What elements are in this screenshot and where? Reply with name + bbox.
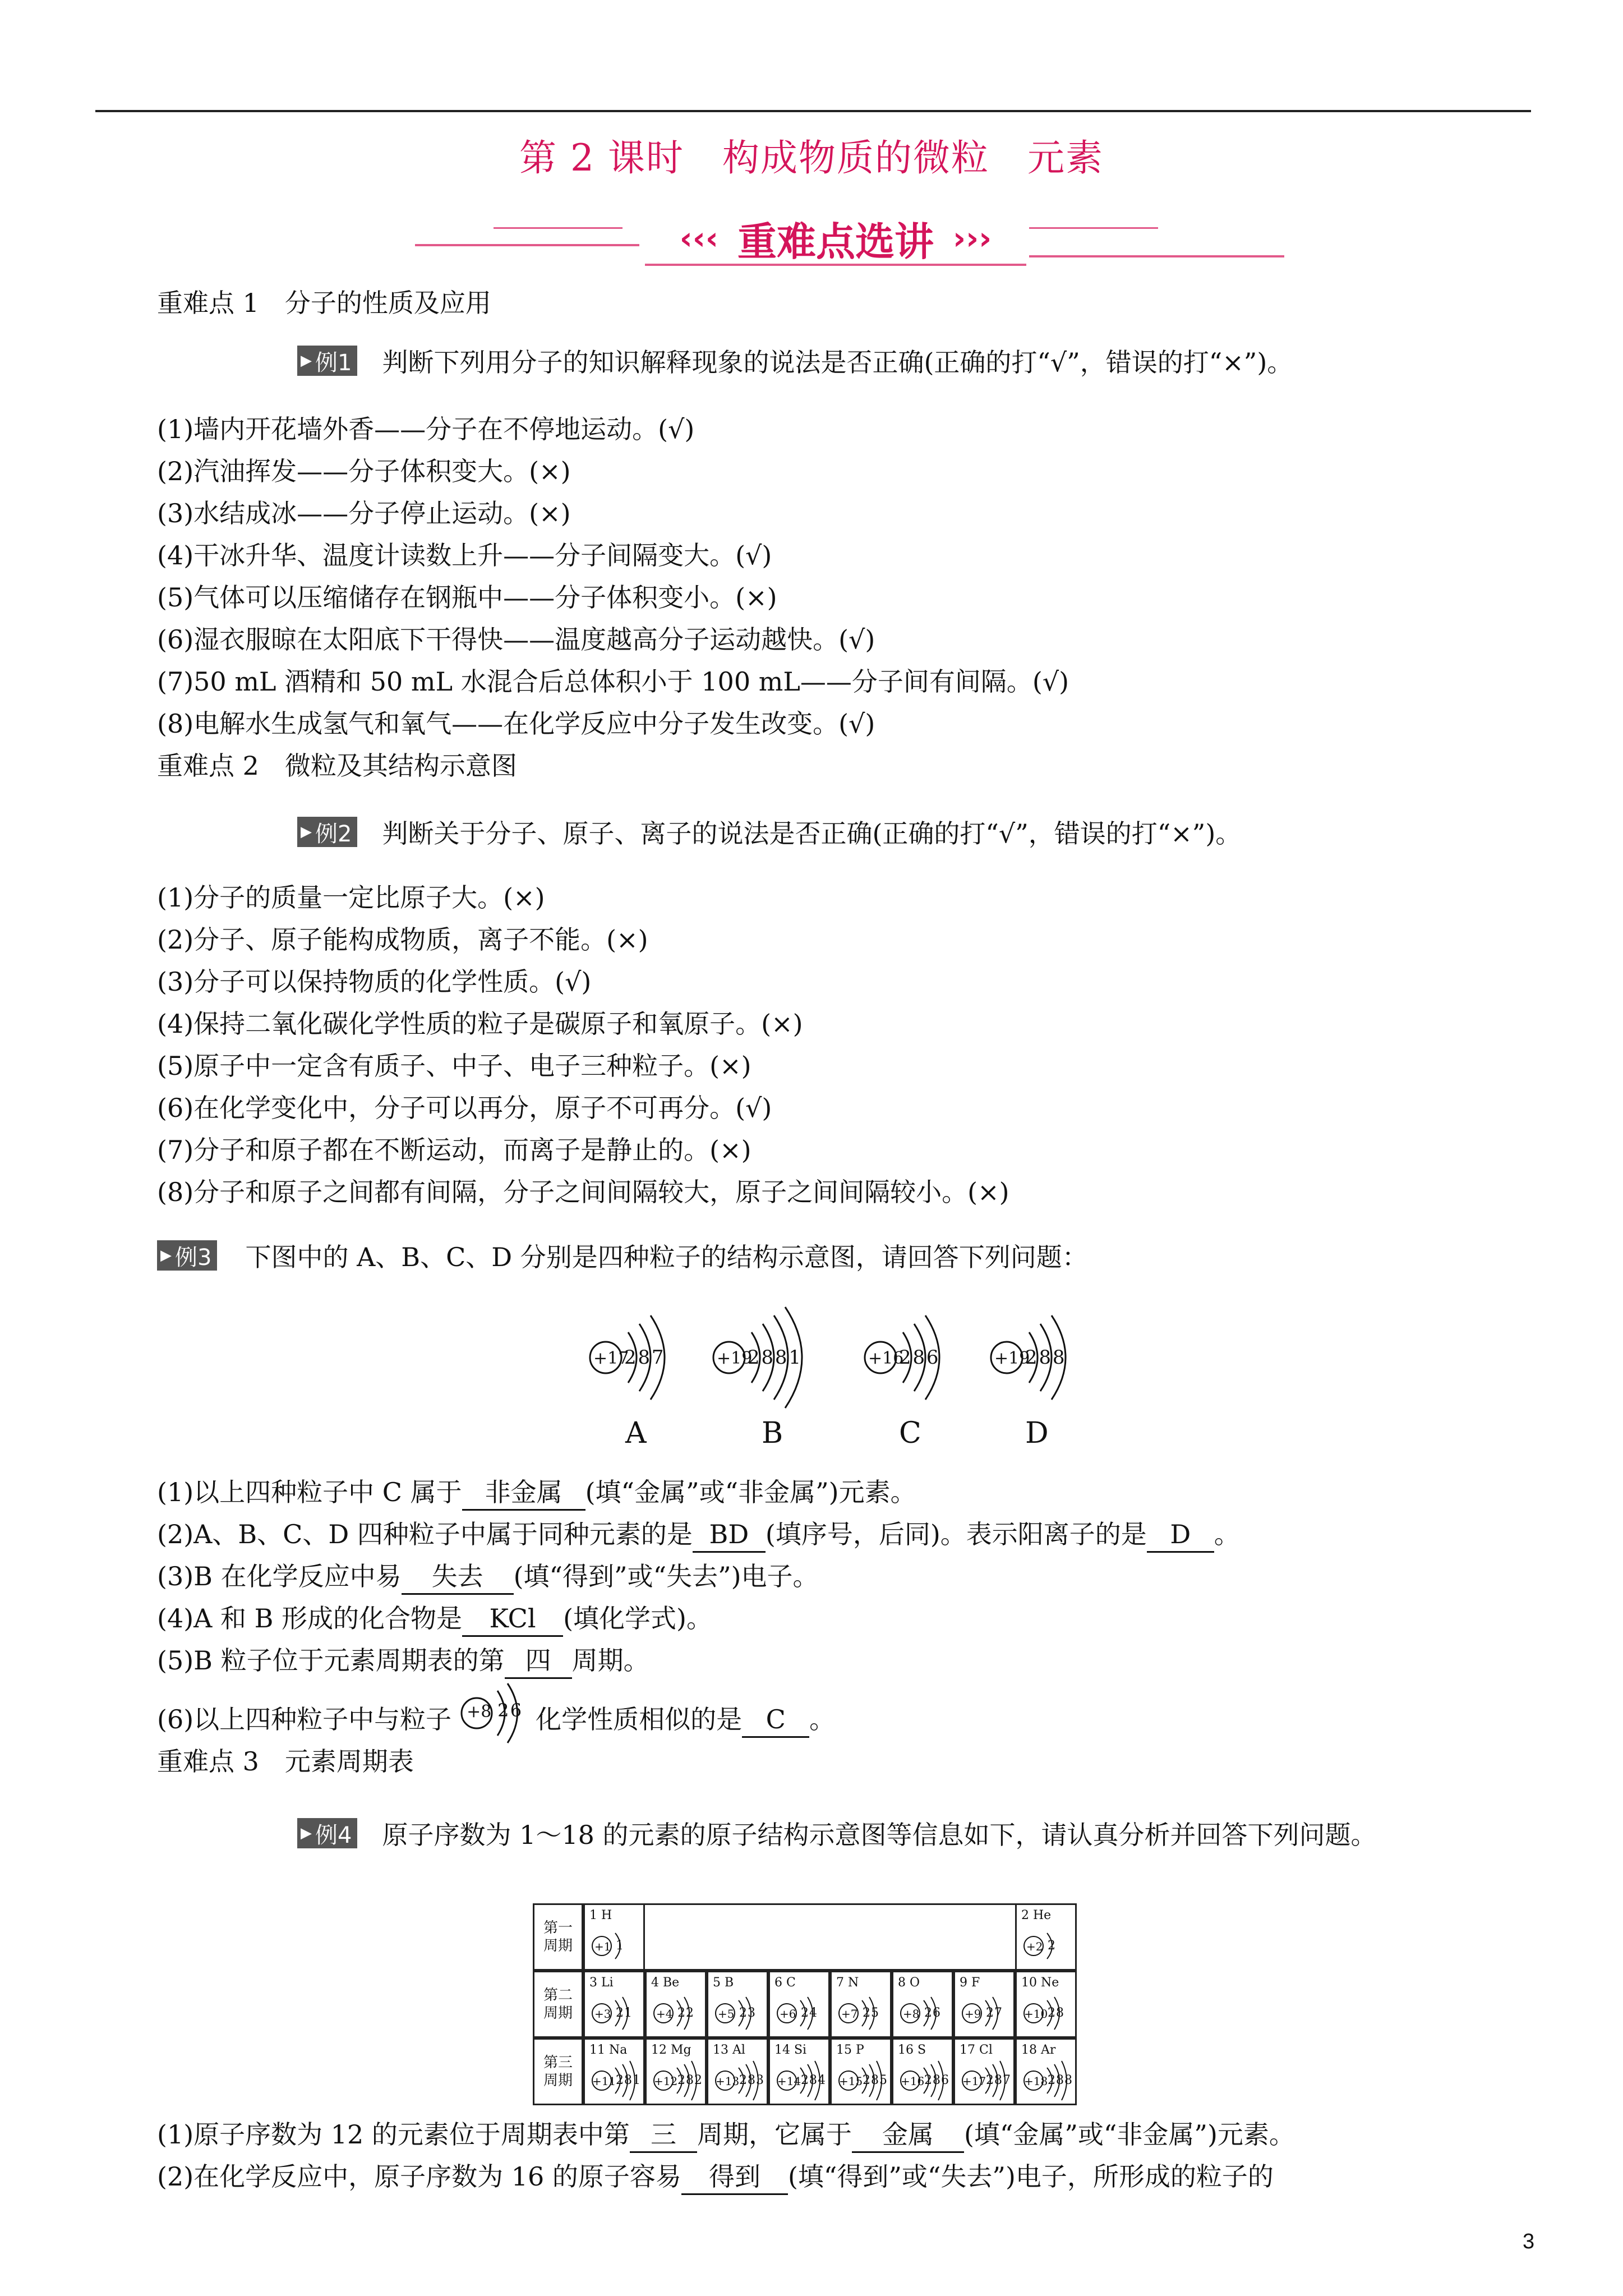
atom-b-nucleus: +19 bbox=[717, 1349, 753, 1368]
answer-blank: BD bbox=[693, 1517, 766, 1553]
atom-c-shells-text: 2 8 6 bbox=[899, 1346, 937, 1369]
ex4-question-2: (2)在化学反应中，原子序数为 16 的原子容易 得到 (填“得到”或“失去”)电子，所形成的粒子的 bbox=[157, 2160, 1274, 2195]
period-label-1: 第一周期 bbox=[533, 1903, 583, 1971]
page-number: 3 bbox=[1523, 2230, 1535, 2253]
element-nucleus: +4 bbox=[656, 2007, 673, 2021]
answer-blank: C bbox=[742, 1703, 809, 1738]
element-symbol: 9 F bbox=[960, 1976, 980, 1990]
element-shell-diagram bbox=[1017, 1921, 1076, 1971]
element-nucleus: +16 bbox=[901, 2074, 925, 2088]
element-symbol: 3 Li bbox=[589, 1976, 614, 1990]
element-nucleus: +15 bbox=[839, 2074, 863, 2088]
element-shell-counts: 27 bbox=[986, 2006, 1003, 2020]
example-3-badge: ▶ 例3 bbox=[157, 1240, 217, 1271]
example-4-badge: ▶ 例4 bbox=[297, 1818, 357, 1848]
element-nucleus: +17 bbox=[962, 2074, 986, 2088]
element-cell bbox=[707, 1971, 768, 2038]
element-symbol: 10 Ne bbox=[1021, 1976, 1059, 1990]
element-shell-counts: 284 bbox=[801, 2073, 826, 2087]
list-item: (3)分子可以保持物质的化学性质。(√) bbox=[157, 967, 592, 997]
element-symbol: 15 P bbox=[836, 2043, 864, 2057]
atom-label-a: A bbox=[625, 1416, 647, 1450]
element-cell bbox=[830, 2038, 892, 2105]
answer-blank: 金属 bbox=[852, 2118, 964, 2153]
example-2-prompt: 判断关于分子、原子、离子的说法是否正确(正确的打“√”，错误的打“×”)。 bbox=[382, 818, 1242, 849]
element-cell bbox=[1015, 1903, 1077, 1971]
section-heading-2: 重难点 2 微粒及其结构示意图 bbox=[157, 751, 517, 781]
banner-label: 重难点选讲 bbox=[737, 218, 934, 265]
element-shell-counts: 283 bbox=[739, 2073, 764, 2087]
element-nucleus: +13 bbox=[716, 2074, 740, 2088]
element-nucleus: +7 bbox=[841, 2007, 858, 2021]
element-shell-counts: 22 bbox=[677, 2006, 694, 2020]
element-nucleus: +6 bbox=[780, 2007, 796, 2021]
element-cell bbox=[1015, 2038, 1077, 2105]
element-symbol: 1 H bbox=[589, 1908, 612, 1922]
list-item: (5)气体可以压缩储存在钢瓶中——分子体积变小。(×) bbox=[157, 582, 777, 613]
element-cell bbox=[768, 1971, 830, 2038]
answer-blank: 四 bbox=[505, 1644, 572, 1679]
list-item: (4)干冰升华、温度计读数上升——分子间隔变大。(√) bbox=[157, 540, 772, 570]
element-symbol: 11 Na bbox=[589, 2043, 628, 2057]
lesson-title: 第 2 课时 构成物质的微粒 元素 bbox=[519, 136, 1104, 180]
top-rule bbox=[95, 110, 1531, 112]
ex3-question-5: (5)B 粒子位于元素周期表的第 四 周期。 bbox=[157, 1644, 649, 1679]
ex3-question-4: (4)A 和 B 形成的化合物是 KCl (填化学式)。 bbox=[157, 1602, 712, 1637]
example-3-prompt: 下图中的 A、B、C、D 分别是四种粒子的结构示意图，请回答下列问题： bbox=[245, 1242, 1088, 1272]
element-cell bbox=[645, 1971, 707, 2038]
atom-label-c: C bbox=[899, 1416, 921, 1450]
period-label-3: 第三周期 bbox=[533, 2038, 583, 2105]
answer-blank: 非金属 bbox=[462, 1475, 585, 1511]
element-cell bbox=[953, 2038, 1015, 2105]
example-1-badge: ▶ 例1 bbox=[297, 346, 357, 376]
atom-a-nucleus: +17 bbox=[593, 1349, 629, 1368]
atom-diagram-a bbox=[572, 1301, 684, 1414]
list-item: (8)分子和原子之间都有间隔，分子之间间隔较大，原子之间间隔较小。(×) bbox=[157, 1177, 1009, 1207]
oxygen-atom-diagram bbox=[451, 1700, 536, 1738]
element-symbol: 5 B bbox=[713, 1976, 734, 1990]
element-shell-counts: 25 bbox=[863, 2006, 879, 2020]
element-shell-counts: 24 bbox=[801, 2006, 818, 2020]
element-symbol: 12 Mg bbox=[651, 2043, 691, 2057]
example-1-header bbox=[297, 342, 1293, 379]
list-item: (4)保持二氧化碳化学性质的粒子是碳原子和氧原子。(×) bbox=[157, 1009, 803, 1039]
banner-box bbox=[645, 213, 1026, 266]
example-4-header bbox=[297, 1815, 1377, 1852]
element-shell-counts: 288 bbox=[1048, 2073, 1073, 2087]
answer-blank: KCl bbox=[462, 1602, 563, 1637]
play-triangle-icon: ▶ bbox=[160, 1247, 172, 1264]
element-cell bbox=[583, 2038, 645, 2105]
element-symbol: 13 Al bbox=[713, 2043, 745, 2057]
element-nucleus: +1 bbox=[594, 1940, 611, 1953]
list-item: (6)在化学变化中，分子可以再分，原子不可再分。(√) bbox=[157, 1093, 772, 1123]
element-nucleus: +2 bbox=[1026, 1940, 1043, 1953]
element-shell-counts: 28 bbox=[1048, 2006, 1064, 2020]
answer-blank: D bbox=[1147, 1517, 1214, 1553]
list-item: (3)水结成冰——分子停止运动。(×) bbox=[157, 498, 571, 528]
element-nucleus: +8 bbox=[903, 2007, 920, 2021]
example-2-header bbox=[297, 813, 1241, 850]
element-symbol: 6 C bbox=[774, 1976, 796, 1990]
element-shell-diagram bbox=[770, 1988, 829, 2039]
element-cell bbox=[707, 2038, 768, 2105]
example-4-prompt: 原子序数为 1～18 的元素的原子结构示意图等信息如下，请认真分析并回答下列问题。 bbox=[382, 1820, 1377, 1850]
banner-rule-right bbox=[1029, 255, 1284, 257]
element-nucleus: +5 bbox=[718, 2007, 735, 2021]
atom-d-shells-text: 2 8 8 bbox=[1025, 1346, 1063, 1369]
period-1-gap bbox=[645, 1903, 1038, 1971]
element-shell-counts: 26 bbox=[924, 2006, 941, 2020]
element-shell-diagram bbox=[585, 1988, 644, 2039]
element-shell-diagram bbox=[893, 1988, 953, 2039]
list-item: (1)墙内开花墙外香——分子在不停地运动。(√) bbox=[157, 414, 695, 444]
list-item: (7)50 mL 酒精和 50 mL 水混合后总体积小于 100 mL——分子间有间隔。(√) bbox=[157, 666, 1069, 697]
element-nucleus: +12 bbox=[654, 2074, 678, 2088]
atom-diagram-d bbox=[973, 1301, 1085, 1414]
banner-arrows-left-icon: ‹‹‹ bbox=[679, 220, 718, 257]
element-cell bbox=[892, 1971, 953, 2038]
list-item: (7)分子和原子都在不断运动，而离子是静止的。(×) bbox=[157, 1135, 751, 1165]
banner-rule-left bbox=[415, 244, 639, 246]
list-item: (1)分子的质量一定比原子大。(×) bbox=[157, 882, 545, 913]
list-item: (5)原子中一定含有质子、中子、电子三种粒子。(×) bbox=[157, 1051, 751, 1081]
element-symbol: 17 Cl bbox=[960, 2043, 993, 2057]
atom-b-shells-text: 2 8 8 1 bbox=[748, 1346, 799, 1369]
element-shell-counts: 286 bbox=[924, 2073, 949, 2087]
element-symbol: 2 He bbox=[1021, 1908, 1052, 1922]
atom-a-shells-text: 2 8 7 bbox=[624, 1346, 662, 1369]
element-shell-counts: 281 bbox=[616, 2073, 641, 2087]
ex3-question-1: (1)以上四种粒子中 C 属于 非金属 (填“金属”或“非金属”)元素。 bbox=[157, 1475, 916, 1511]
banner-rule-right-inner bbox=[1029, 227, 1158, 229]
banner-rule-left-inner bbox=[494, 227, 623, 229]
element-shell-counts: 23 bbox=[739, 2006, 756, 2020]
element-shell-diagram bbox=[585, 1921, 644, 1971]
element-cell bbox=[768, 2038, 830, 2105]
example-2-badge: ▶ 例2 bbox=[297, 817, 357, 847]
ex4-question-1: (1)原子序数为 12 的元素位于周期表中第 三 周期，它属于 金属 (填“金属”或“非金属”)元素。 bbox=[157, 2118, 1295, 2153]
ex3-question-3: (3)B 在化学反应中易 失去 (填“得到”或“失去”)电子。 bbox=[157, 1559, 819, 1595]
element-cell bbox=[830, 1971, 892, 2038]
answer-blank: 失去 bbox=[402, 1559, 514, 1595]
atom-diagram-c bbox=[847, 1301, 959, 1414]
element-shell-counts: 1 bbox=[616, 1939, 624, 1953]
element-shell-diagram bbox=[708, 1988, 768, 2039]
element-cell bbox=[583, 1903, 645, 1971]
element-symbol: 18 Ar bbox=[1021, 2043, 1056, 2057]
element-nucleus: +9 bbox=[965, 2007, 981, 2021]
ex3-question-6: (6)以上四种粒子中与粒子 +8 2 6 化学性质相似的是 C 。 bbox=[157, 1703, 835, 1738]
atom-label-b: B bbox=[762, 1416, 783, 1450]
element-shell-counts: 287 bbox=[986, 2073, 1011, 2087]
element-cell bbox=[953, 1971, 1015, 2038]
atom-c-nucleus: +16 bbox=[868, 1349, 904, 1368]
element-nucleus: +18 bbox=[1024, 2074, 1048, 2088]
section-heading-3: 重难点 3 元素周期表 bbox=[157, 1746, 414, 1777]
answer-blank: 得到 bbox=[681, 2160, 788, 2195]
oxygen-shells bbox=[451, 1677, 536, 1750]
oxygen-shells-text: 2 6 bbox=[497, 1700, 520, 1721]
answer-blank: 三 bbox=[630, 2118, 697, 2153]
element-symbol: 7 N bbox=[836, 1976, 859, 1990]
oxygen-nucleus: +8 bbox=[467, 1702, 492, 1722]
atom-label-d: D bbox=[1025, 1416, 1049, 1450]
element-symbol: 16 S bbox=[898, 2043, 926, 2057]
banner-arrows-right-icon: ››› bbox=[953, 220, 992, 257]
list-item: (6)湿衣服晾在太阳底下干得快——温度越高分子运动越快。(√) bbox=[157, 624, 875, 655]
element-shell-counts: 282 bbox=[677, 2073, 703, 2087]
element-symbol: 8 O bbox=[898, 1976, 920, 1990]
play-triangle-icon: ▶ bbox=[301, 352, 312, 369]
element-symbol: 14 Si bbox=[774, 2043, 807, 2057]
play-triangle-icon: ▶ bbox=[301, 823, 312, 840]
element-nucleus: +14 bbox=[777, 2074, 801, 2088]
element-nucleus: +10 bbox=[1024, 2007, 1048, 2021]
element-nucleus: +11 bbox=[592, 2074, 616, 2088]
play-triangle-icon: ▶ bbox=[301, 1825, 312, 1842]
list-item: (2)汽油挥发——分子体积变大。(×) bbox=[157, 456, 571, 486]
element-nucleus: +3 bbox=[594, 2007, 611, 2021]
element-shell-diagram bbox=[832, 1988, 891, 2039]
element-shell-diagram bbox=[955, 1988, 1015, 2039]
example-1-prompt: 判断下列用分子的知识解释现象的说法是否正确(正确的打“√”，错误的打“×”)。 bbox=[382, 347, 1293, 378]
ex3-question-2: (2)A、B、C、D 四种粒子中属于同种元素的是 BD (填序号，后同)。表示阳离子的是 D 。 bbox=[157, 1517, 1240, 1553]
element-cell bbox=[1015, 1971, 1077, 2038]
element-shell-diagram bbox=[647, 1988, 706, 2039]
period-label-2: 第二周期 bbox=[533, 1971, 583, 2038]
list-item: (2)分子、原子能构成物质，离子不能。(×) bbox=[157, 924, 648, 955]
element-cell bbox=[583, 1971, 645, 2038]
example-3-header bbox=[157, 1237, 1088, 1274]
element-shell-counts: 21 bbox=[616, 2006, 633, 2020]
atom-diagrams bbox=[572, 1301, 1105, 1470]
element-shell-counts: 285 bbox=[863, 2073, 888, 2087]
atom-diagram-b bbox=[695, 1301, 830, 1414]
element-symbol: 4 Be bbox=[651, 1976, 680, 1990]
element-shell-counts: 2 bbox=[1048, 1939, 1056, 1953]
element-cell bbox=[645, 2038, 707, 2105]
element-cell bbox=[892, 2038, 953, 2105]
atom-d-nucleus: +19 bbox=[994, 1349, 1030, 1368]
periodic-table bbox=[533, 1903, 1150, 2105]
list-item: (8)电解水生成氢气和氧气——在化学反应中分子发生改变。(√) bbox=[157, 708, 875, 739]
section-heading-1: 重难点 1 分子的性质及应用 bbox=[157, 288, 491, 318]
